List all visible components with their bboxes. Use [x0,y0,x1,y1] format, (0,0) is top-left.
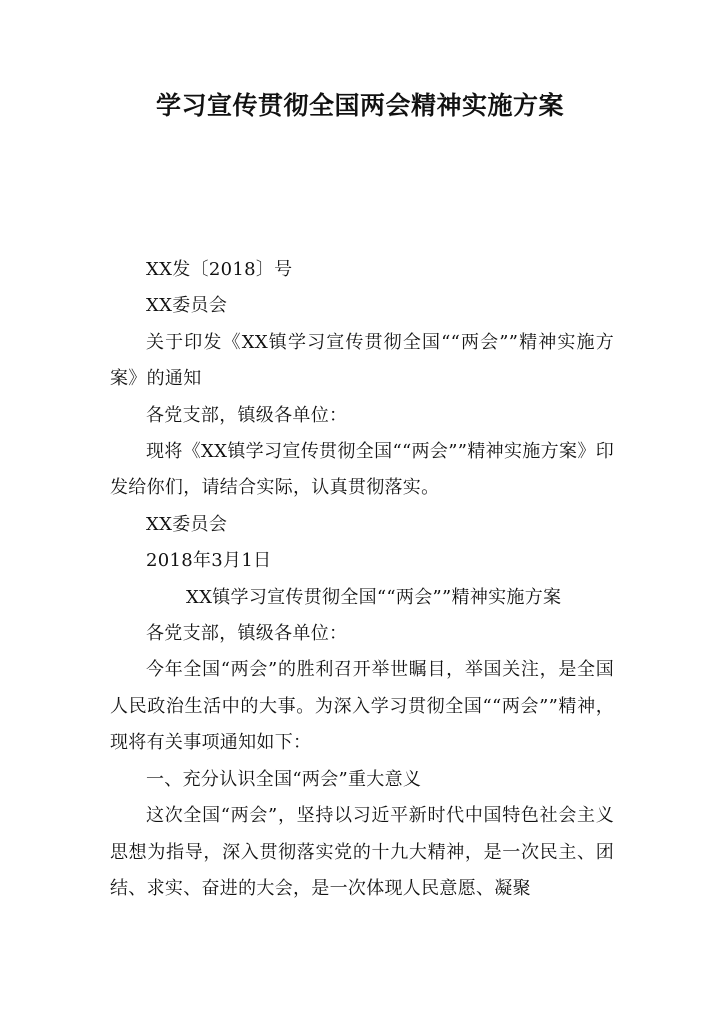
doc-number: XX发〔2018〕号 [146,259,293,280]
document-body [110,252,614,907]
signature-date: 2018年3月1日 [146,550,272,572]
section-heading-1: 一、充分认识全国“两会”重大意义 [146,768,422,790]
section-text-1: 这次全国“两会”，坚持以习近平新时代中国特色社会主义思想为指导，深入贯彻落实党的十九大精神，是一次民主、团结、求实、奋进的大会，是一次体现人民意愿、凝聚 [110,805,614,899]
issuer-line: XX委员会 [146,295,228,317]
signature-issuer: XX委员会 [146,513,228,535]
salutation: 各党支部，镇级各单位： [146,404,348,426]
document-title: 学习宣传贯彻全国两会精神实施方案 [155,91,564,120]
notice-heading: 关于印发《XX镇学习宣传贯彻全国““两会””精神实施方案》的通知 [110,331,614,390]
plan-intro: 今年全国“两会”的胜利召开举世瞩目，举国关注，是全国人民政治生活中的大事。为深入学习贯彻全国““两会””精神，现将有关事项通知如下： [110,659,614,754]
plan-salutation: 各党支部，镇级各单位： [146,623,348,645]
plan-heading: XX镇学习宣传贯彻全国““两会””精神实施方案 [186,586,562,608]
notice-text: 现将《XX镇学习宣传贯彻全国““两会””精神实施方案》印发给你们，请结合实际，认真贯彻落实。 [110,441,614,499]
